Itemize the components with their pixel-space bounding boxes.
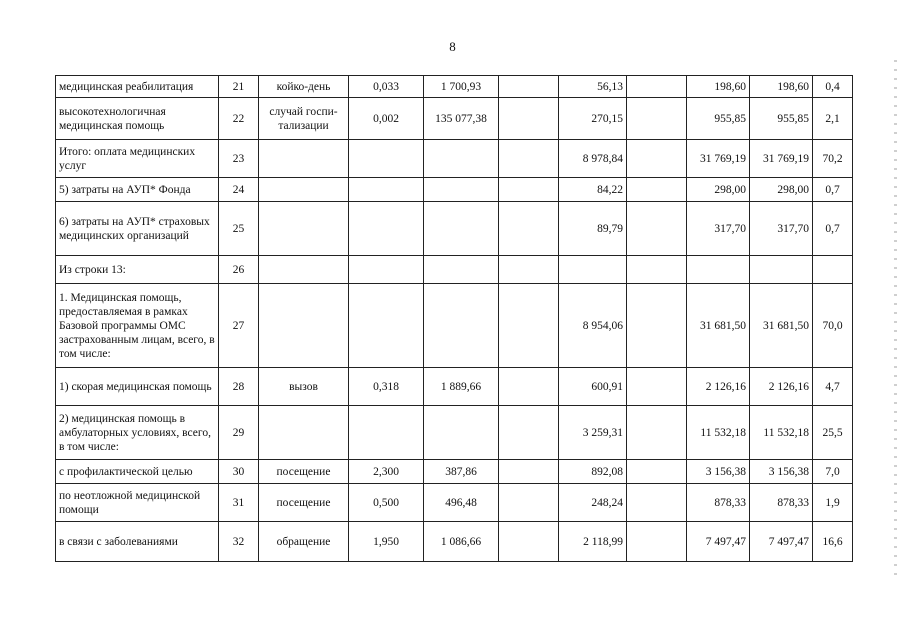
- page-number: 8: [449, 39, 456, 54]
- row-number: 21: [219, 76, 259, 98]
- value-cell: 31 769,19: [687, 140, 750, 178]
- cost-cell: [424, 256, 499, 284]
- cost-cell: [424, 284, 499, 368]
- norm-cell: [349, 202, 424, 256]
- table-row: [56, 484, 853, 522]
- value-cell: [499, 98, 559, 140]
- row-label: 1. Медицинская помощь, предоставляемая в рамках Базовой программы ОМС застрахованным лицам, всего, в том числе:: [56, 284, 219, 368]
- unit-cell: [259, 284, 349, 368]
- row-label: 6) затраты на АУП* страховых медицинских организаций: [56, 202, 219, 256]
- unit-cell: случай госпи-тализации: [259, 98, 349, 140]
- norm-cell: 2,300: [349, 460, 424, 484]
- value-cell: [499, 140, 559, 178]
- value-cell: [627, 484, 687, 522]
- table-row: [56, 178, 853, 202]
- table-row: [56, 76, 853, 98]
- value-cell: 198,60: [750, 76, 813, 98]
- value-cell: [499, 484, 559, 522]
- value-cell: [559, 256, 627, 284]
- row-number: 22: [219, 98, 259, 140]
- value-cell: [687, 256, 750, 284]
- table-row: [56, 140, 853, 178]
- funding-table: [55, 75, 853, 562]
- value-cell: [627, 76, 687, 98]
- unit-cell: посещение: [259, 460, 349, 484]
- row-number: 24: [219, 178, 259, 202]
- value-cell: 2 126,16: [750, 368, 813, 406]
- row-label: Итого: оплата медицинских услуг: [56, 140, 219, 178]
- value-cell: [499, 178, 559, 202]
- norm-cell: [349, 256, 424, 284]
- row-number: 23: [219, 140, 259, 178]
- row-number: 25: [219, 202, 259, 256]
- row-label: с профилактической целью: [56, 460, 219, 484]
- value-cell: 270,15: [559, 98, 627, 140]
- percent-cell: 4,7: [813, 368, 853, 406]
- value-cell: 31 769,19: [750, 140, 813, 178]
- percent-cell: 1,9: [813, 484, 853, 522]
- norm-cell: [349, 178, 424, 202]
- unit-cell: обращение: [259, 522, 349, 562]
- unit-cell: [259, 202, 349, 256]
- unit-cell: койко-день: [259, 76, 349, 98]
- value-cell: 298,00: [750, 178, 813, 202]
- value-cell: 198,60: [687, 76, 750, 98]
- value-cell: [627, 368, 687, 406]
- value-cell: [499, 202, 559, 256]
- cost-cell: [424, 406, 499, 460]
- cost-cell: [424, 202, 499, 256]
- cost-cell: 387,86: [424, 460, 499, 484]
- norm-cell: [349, 406, 424, 460]
- table-row: [56, 284, 853, 368]
- cost-cell: [424, 140, 499, 178]
- unit-cell: [259, 406, 349, 460]
- row-label: Из строки 13:: [56, 256, 219, 284]
- value-cell: 31 681,50: [750, 284, 813, 368]
- value-cell: 2 126,16: [687, 368, 750, 406]
- table-row: [56, 202, 853, 256]
- value-cell: 7 497,47: [750, 522, 813, 562]
- row-label: медицинская реабилитация: [56, 76, 219, 98]
- percent-cell: 16,6: [813, 522, 853, 562]
- value-cell: 955,85: [687, 98, 750, 140]
- percent-cell: 0,7: [813, 202, 853, 256]
- value-cell: [499, 284, 559, 368]
- value-cell: 89,79: [559, 202, 627, 256]
- value-cell: 8 954,06: [559, 284, 627, 368]
- unit-cell: посещение: [259, 484, 349, 522]
- cost-cell: 135 077,38: [424, 98, 499, 140]
- value-cell: [499, 256, 559, 284]
- value-cell: 8 978,84: [559, 140, 627, 178]
- row-label: 5) затраты на АУП* Фонда: [56, 178, 219, 202]
- row-number: 30: [219, 460, 259, 484]
- value-cell: [627, 406, 687, 460]
- norm-cell: [349, 284, 424, 368]
- table-row: [56, 406, 853, 460]
- unit-cell: вызов: [259, 368, 349, 406]
- value-cell: 11 532,18: [687, 406, 750, 460]
- value-cell: 84,22: [559, 178, 627, 202]
- unit-cell: [259, 178, 349, 202]
- value-cell: 3 156,38: [687, 460, 750, 484]
- row-number: 27: [219, 284, 259, 368]
- percent-cell: [813, 256, 853, 284]
- percent-cell: 0,7: [813, 178, 853, 202]
- cost-cell: 1 700,93: [424, 76, 499, 98]
- value-cell: 878,33: [687, 484, 750, 522]
- unit-cell: [259, 256, 349, 284]
- percent-cell: 70,2: [813, 140, 853, 178]
- row-number: 26: [219, 256, 259, 284]
- value-cell: 11 532,18: [750, 406, 813, 460]
- norm-cell: [349, 140, 424, 178]
- cost-cell: 1 889,66: [424, 368, 499, 406]
- value-cell: [499, 522, 559, 562]
- value-cell: 955,85: [750, 98, 813, 140]
- value-cell: [627, 140, 687, 178]
- table-row: [56, 460, 853, 484]
- percent-cell: 2,1: [813, 98, 853, 140]
- value-cell: [499, 406, 559, 460]
- value-cell: [627, 98, 687, 140]
- value-cell: [627, 460, 687, 484]
- value-cell: [627, 284, 687, 368]
- percent-cell: 0,4: [813, 76, 853, 98]
- value-cell: 2 118,99: [559, 522, 627, 562]
- value-cell: 298,00: [687, 178, 750, 202]
- row-number: 31: [219, 484, 259, 522]
- value-cell: 878,33: [750, 484, 813, 522]
- scan-edge-marks: [894, 60, 897, 580]
- row-label: высокотехнологичная медицинская помощь: [56, 98, 219, 140]
- value-cell: 248,24: [559, 484, 627, 522]
- value-cell: [627, 522, 687, 562]
- value-cell: 317,70: [687, 202, 750, 256]
- norm-cell: 0,033: [349, 76, 424, 98]
- row-label: по неотложной медицинской помощи: [56, 484, 219, 522]
- table-row: [56, 98, 853, 140]
- value-cell: [499, 460, 559, 484]
- value-cell: 892,08: [559, 460, 627, 484]
- row-number: 29: [219, 406, 259, 460]
- row-number: 28: [219, 368, 259, 406]
- value-cell: 317,70: [750, 202, 813, 256]
- table-row: [56, 368, 853, 406]
- row-label: 1) скорая медицинская помощь: [56, 368, 219, 406]
- cost-cell: 496,48: [424, 484, 499, 522]
- value-cell: 56,13: [559, 76, 627, 98]
- value-cell: [627, 178, 687, 202]
- value-cell: 600,91: [559, 368, 627, 406]
- table-row: [56, 522, 853, 562]
- value-cell: [627, 202, 687, 256]
- row-number: 32: [219, 522, 259, 562]
- percent-cell: 25,5: [813, 406, 853, 460]
- norm-cell: 0,318: [349, 368, 424, 406]
- row-label: 2) медицинская помощь в амбулаторных условиях, всего, в том числе:: [56, 406, 219, 460]
- norm-cell: 1,950: [349, 522, 424, 562]
- value-cell: 7 497,47: [687, 522, 750, 562]
- row-label: в связи с заболеваниями: [56, 522, 219, 562]
- value-cell: 3 259,31: [559, 406, 627, 460]
- value-cell: [750, 256, 813, 284]
- norm-cell: 0,500: [349, 484, 424, 522]
- value-cell: [627, 256, 687, 284]
- percent-cell: 70,0: [813, 284, 853, 368]
- value-cell: 31 681,50: [687, 284, 750, 368]
- norm-cell: 0,002: [349, 98, 424, 140]
- value-cell: [499, 76, 559, 98]
- percent-cell: 7,0: [813, 460, 853, 484]
- value-cell: [499, 368, 559, 406]
- unit-cell: [259, 140, 349, 178]
- value-cell: 3 156,38: [750, 460, 813, 484]
- cost-cell: 1 086,66: [424, 522, 499, 562]
- table-row: [56, 256, 853, 284]
- cost-cell: [424, 178, 499, 202]
